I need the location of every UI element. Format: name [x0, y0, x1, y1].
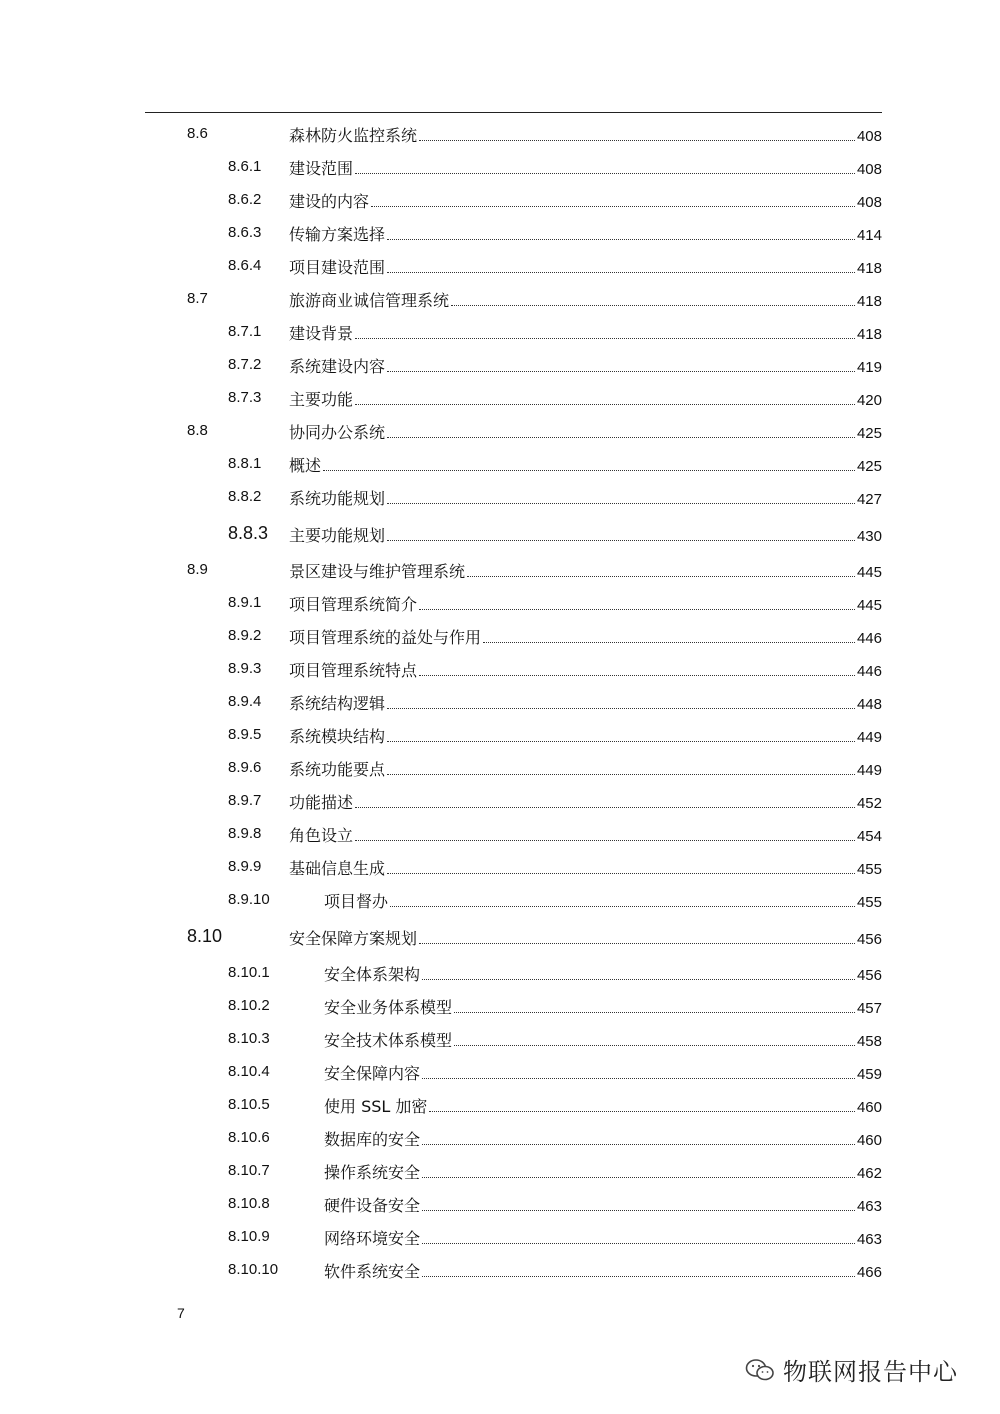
toc-entry-number: 8.10.8 [228, 1195, 270, 1212]
toc-entry[interactable] [0, 119, 1000, 152]
toc-entry-page: 455 [856, 894, 882, 911]
dot-leader [422, 1275, 855, 1277]
toc-entry-line [324, 889, 882, 912]
toc-entry-title: 概述 [289, 456, 322, 475]
toc-entry-line [289, 354, 882, 377]
toc-entry-title: 使用 SSL 加密 [324, 1097, 428, 1116]
toc-entry-page: 418 [856, 326, 882, 343]
toc-entry-line [324, 1094, 882, 1117]
dot-leader [387, 370, 855, 372]
toc-entry-title: 项目建设范围 [289, 258, 386, 277]
toc-entry-title: 基础信息生成 [289, 859, 386, 878]
toc-entry-number: 8.8 [187, 422, 208, 439]
toc-entry-line [289, 559, 882, 582]
toc-entry-number: 8.9.6 [228, 759, 262, 776]
toc-entry-line [289, 222, 882, 245]
toc-entry-title: 项目管理系统特点 [289, 661, 418, 680]
toc-entry-page: 458 [856, 1033, 882, 1050]
dot-leader [429, 1110, 855, 1112]
toc-entry[interactable] [0, 958, 1000, 991]
toc-entry-line [289, 658, 882, 681]
toc-entry-page: 455 [856, 861, 882, 878]
toc-entry-number: 8.7.1 [228, 323, 262, 340]
toc-entry-title: 项目督办 [324, 892, 389, 911]
toc-entry[interactable] [0, 1090, 1000, 1123]
toc-entry-number: 8.9.10 [228, 891, 270, 908]
toc-entry[interactable] [0, 720, 1000, 753]
toc-entry-page: 460 [856, 1099, 882, 1116]
toc-entry[interactable] [0, 251, 1000, 284]
toc-entry-page: 425 [856, 458, 882, 475]
toc-entry-line [324, 1127, 882, 1150]
toc-entry-page: 445 [856, 564, 882, 581]
toc-entry-title: 建设背景 [289, 324, 354, 343]
toc-entry-title: 安全保障内容 [324, 1064, 421, 1083]
toc-entry-number: 8.10.3 [228, 1030, 270, 1047]
toc-entry[interactable] [0, 819, 1000, 852]
toc-entry-title: 主要功能规划 [289, 526, 386, 545]
toc-entry[interactable] [0, 218, 1000, 251]
toc-entry-number: 8.6.3 [228, 224, 262, 241]
toc-entry[interactable] [0, 555, 1000, 588]
toc-entry[interactable] [0, 1222, 1000, 1255]
toc-entry-title: 系统功能规划 [289, 489, 386, 508]
toc-entry-number: 8.10.10 [228, 1261, 279, 1278]
toc-entry-line [289, 387, 882, 410]
dot-leader [422, 1143, 855, 1145]
dot-leader [387, 238, 855, 240]
toc-entry-page: 462 [856, 1165, 882, 1182]
toc-entry-line [289, 790, 882, 813]
toc-entry-line [324, 1160, 882, 1183]
dot-leader [451, 304, 855, 306]
toc-entry-number: 8.10.4 [228, 1063, 270, 1080]
toc-entry-page: 446 [856, 663, 882, 680]
dot-leader [419, 674, 855, 676]
toc-entry-title: 森林防火监控系统 [289, 126, 418, 145]
toc-entry[interactable] [0, 317, 1000, 350]
toc-entry[interactable] [0, 383, 1000, 416]
toc-entry-line [324, 962, 882, 985]
toc-entry-line [289, 486, 882, 509]
toc-entry-title: 硬件设备安全 [324, 1196, 421, 1215]
toc-entry-title: 安全技术体系模型 [324, 1031, 453, 1050]
toc-entry-page: 454 [856, 828, 882, 845]
toc-entry-page: 459 [856, 1066, 882, 1083]
dot-leader [390, 905, 855, 907]
toc-entry-number: 8.10.1 [228, 964, 270, 981]
toc-entry-page: 457 [856, 1000, 882, 1017]
toc-entry-page: 445 [856, 597, 882, 614]
toc-entry-page: 419 [856, 359, 882, 376]
toc-entry-number: 8.10.5 [228, 1096, 270, 1113]
dot-leader [467, 575, 855, 577]
toc-entry-line [289, 189, 882, 212]
toc-entry-title: 旅游商业诚信管理系统 [289, 291, 450, 310]
toc-entry-page: 463 [856, 1231, 882, 1248]
dot-leader [355, 839, 855, 841]
dot-leader [454, 1011, 855, 1013]
dot-leader [355, 806, 855, 808]
dot-leader [419, 139, 855, 141]
toc-entry-title: 安全业务体系模型 [324, 998, 453, 1017]
toc-entry-title: 传输方案选择 [289, 225, 386, 244]
dot-leader [387, 707, 855, 709]
toc-entry-line [289, 724, 882, 747]
dot-leader [422, 1242, 855, 1244]
toc-entry-page: 427 [856, 491, 882, 508]
toc-entry-title: 主要功能 [289, 390, 354, 409]
toc-entry-number: 8.9 [187, 561, 208, 578]
dot-leader [387, 872, 855, 874]
toc-entry-line [289, 255, 882, 278]
toc-entry-number: 8.10.2 [228, 997, 270, 1014]
toc-entry-number: 8.7.2 [228, 356, 262, 373]
toc-entry-page: 418 [856, 260, 882, 277]
toc-entry-line [289, 625, 882, 648]
toc-entry-title: 建设范围 [289, 159, 354, 178]
toc-entry-line [289, 592, 882, 615]
toc-entry-line [289, 420, 882, 443]
toc-entry[interactable] [0, 1123, 1000, 1156]
dot-leader [483, 641, 855, 643]
dot-leader [387, 539, 855, 541]
toc-entry-title: 系统结构逻辑 [289, 694, 386, 713]
toc-entry-line [324, 1028, 882, 1051]
dot-leader [419, 608, 855, 610]
toc-entry-line [289, 523, 882, 546]
dot-leader [371, 205, 855, 207]
toc-entry-title: 操作系统安全 [324, 1163, 421, 1182]
toc-entry[interactable] [0, 621, 1000, 654]
toc-entry-page: 418 [856, 293, 882, 310]
toc-entry[interactable] [0, 1255, 1000, 1288]
toc-entry[interactable] [0, 786, 1000, 819]
toc-entry-page: 460 [856, 1132, 882, 1149]
toc-entry-page: 414 [856, 227, 882, 244]
toc-entry-page: 420 [856, 392, 882, 409]
watermark [745, 1352, 958, 1387]
toc-entry[interactable] [0, 588, 1000, 621]
toc-entry-title: 建设的内容 [289, 192, 370, 211]
toc-entry[interactable] [0, 449, 1000, 482]
toc-entry-number: 8.9.2 [228, 627, 262, 644]
toc-entry[interactable] [0, 1057, 1000, 1090]
page-number: 7 [177, 1305, 185, 1321]
toc-entry-number: 8.6.2 [228, 191, 262, 208]
toc-entry[interactable] [0, 350, 1000, 383]
toc-entry-line [289, 823, 882, 846]
dot-leader [323, 469, 855, 471]
dot-leader [355, 403, 855, 405]
toc-entry-page: 408 [856, 161, 882, 178]
toc-entry-number: 8.8.3 [228, 523, 269, 543]
toc-entry-line [324, 995, 882, 1018]
toc-entry-title: 角色设立 [289, 826, 354, 845]
toc-entry[interactable] [0, 1024, 1000, 1057]
toc-entry-title: 安全体系架构 [324, 965, 421, 984]
toc-entry-number: 8.10 [187, 926, 223, 946]
toc-entry[interactable] [0, 1189, 1000, 1222]
toc-entry-line [324, 1193, 882, 1216]
toc-entry-title: 安全保障方案规划 [289, 929, 418, 948]
dot-leader [387, 773, 855, 775]
dot-leader [387, 436, 855, 438]
toc-entry[interactable] [0, 654, 1000, 687]
toc-entry[interactable] [0, 687, 1000, 720]
toc-entry-title: 功能描述 [289, 793, 354, 812]
toc-entry-page: 430 [856, 528, 882, 545]
toc-entry[interactable] [0, 152, 1000, 185]
toc-entry-number: 8.8.2 [228, 488, 262, 505]
toc-entry-number: 8.10.7 [228, 1162, 270, 1179]
toc-entry-number: 8.9.7 [228, 792, 262, 809]
dot-leader [355, 337, 855, 339]
toc-entry[interactable] [0, 416, 1000, 449]
toc-entry-title: 软件系统安全 [324, 1262, 421, 1281]
toc-entry-number: 8.6.1 [228, 158, 262, 175]
toc-entry-title: 项目管理系统简介 [289, 595, 418, 614]
dot-leader [387, 502, 855, 504]
toc-entry-number: 8.10.9 [228, 1228, 270, 1245]
toc-entry-line [289, 321, 882, 344]
toc-entry-line [289, 288, 882, 311]
toc-entry-line [289, 856, 882, 879]
toc-entry-line [324, 1259, 882, 1282]
header-rule [145, 112, 882, 113]
toc-entry[interactable] [0, 185, 1000, 218]
toc-entry-page: 456 [856, 967, 882, 984]
toc-entry-page: 446 [856, 630, 882, 647]
toc-entry-page: 425 [856, 425, 882, 442]
toc-entry-page: 466 [856, 1264, 882, 1281]
dot-leader [419, 942, 855, 944]
dot-leader [422, 978, 855, 980]
toc-entry-line [324, 1226, 882, 1249]
watermark-text: 物联网报告中心 [783, 1358, 958, 1386]
toc-entry-number: 8.6.4 [228, 257, 262, 274]
dot-leader [355, 172, 855, 174]
toc-entry-line [289, 926, 882, 949]
toc-entry-page: 408 [856, 194, 882, 211]
toc-entry-page: 448 [856, 696, 882, 713]
toc-entry-number: 8.9.5 [228, 726, 262, 743]
toc-entry[interactable] [0, 991, 1000, 1024]
toc-entry-number: 8.9.1 [228, 594, 262, 611]
toc-entry-page: 463 [856, 1198, 882, 1215]
toc-entry-page: 456 [856, 931, 882, 948]
toc-entry-number: 8.7.3 [228, 389, 262, 406]
toc-entry-line [289, 123, 882, 146]
toc-entry-title: 系统功能要点 [289, 760, 386, 779]
toc-entry-page: 449 [856, 729, 882, 746]
toc-entry-title: 项目管理系统的益处与作用 [289, 628, 482, 647]
toc-entry-number: 8.10.6 [228, 1129, 270, 1146]
toc-entry[interactable] [0, 482, 1000, 515]
toc-entry-number: 8.9.4 [228, 693, 262, 710]
toc-entry-number: 8.6 [187, 125, 208, 142]
toc-entry-title: 系统建设内容 [289, 357, 386, 376]
dot-leader [387, 740, 855, 742]
toc-entry-number: 8.9.9 [228, 858, 262, 875]
toc-entry-page: 449 [856, 762, 882, 779]
toc-entry[interactable] [0, 284, 1000, 317]
toc-entry-line [289, 757, 882, 780]
toc-entry-line [289, 453, 882, 476]
toc-entry-title: 协同办公系统 [289, 423, 386, 442]
toc-entry-line [289, 691, 882, 714]
dot-leader [422, 1209, 855, 1211]
toc-entry-line [324, 1061, 882, 1084]
toc-entry[interactable] [0, 519, 1000, 552]
toc-entry[interactable] [0, 1156, 1000, 1189]
toc-entry-title: 网络环境安全 [324, 1229, 421, 1248]
toc-entry[interactable] [0, 922, 1000, 955]
toc-entry-number: 8.7 [187, 290, 208, 307]
toc-entry[interactable] [0, 852, 1000, 885]
toc-entry-page: 452 [856, 795, 882, 812]
toc-entry-title: 数据库的安全 [324, 1130, 421, 1149]
toc-entry-title: 系统模块结构 [289, 727, 386, 746]
dot-leader [422, 1176, 855, 1178]
toc-entry-number: 8.8.1 [228, 455, 262, 472]
toc-entry-line [289, 156, 882, 179]
toc-entry-title: 景区建设与维护管理系统 [289, 562, 466, 581]
dot-leader [454, 1044, 855, 1046]
dot-leader [387, 271, 855, 273]
toc-entry[interactable] [0, 885, 1000, 918]
toc-entry-number: 8.9.3 [228, 660, 262, 677]
wechat-icon [745, 1358, 775, 1382]
toc-entry[interactable] [0, 753, 1000, 786]
dot-leader [422, 1077, 855, 1079]
toc-entry-page: 408 [856, 128, 882, 145]
toc-entry-number: 8.9.8 [228, 825, 262, 842]
